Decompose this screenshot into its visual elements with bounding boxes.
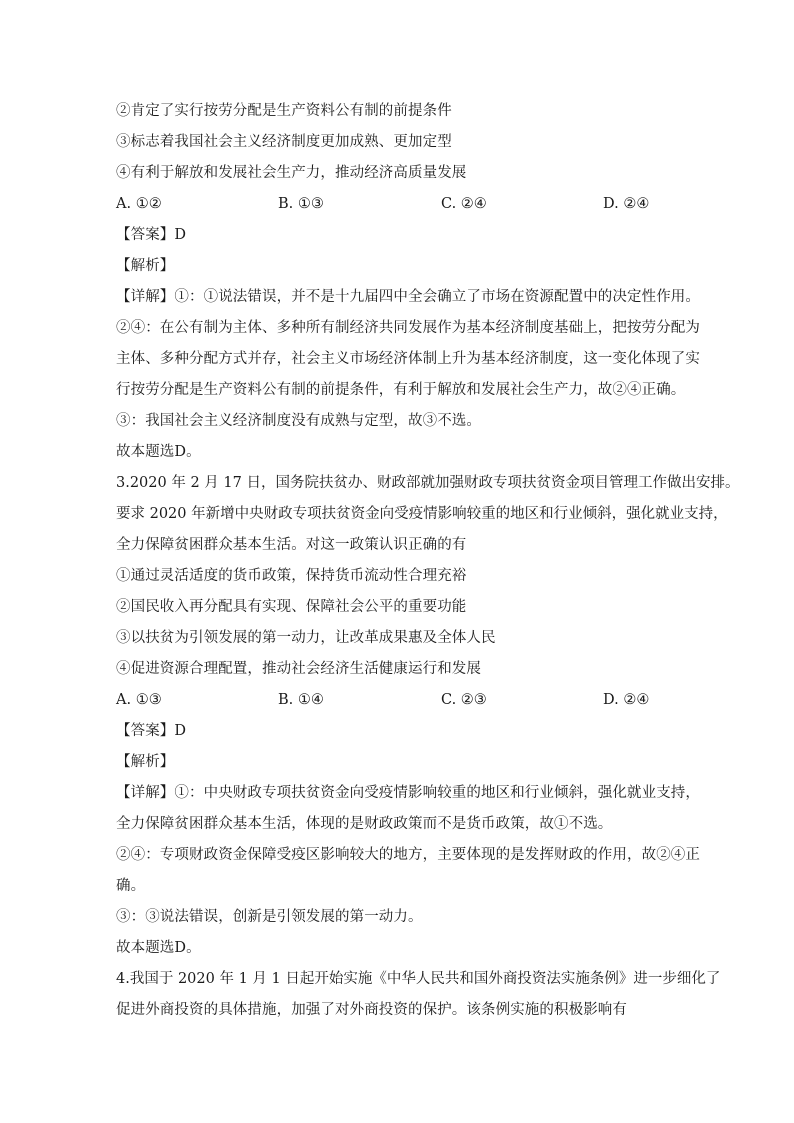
option-line: ④促进资源合理配置，推动社会经济生活健康运行和发展 — [116, 661, 481, 677]
choice-b: B. ①③ — [278, 196, 324, 212]
choices-row — [116, 189, 682, 220]
choice-c: C. ②③ — [441, 692, 487, 708]
choice-d: D. ②④ — [603, 692, 650, 708]
detail-line: 【详解】①：①说法错误，并不是十九届四中全会确立了市场在资源配置中的决定性作用。 — [116, 289, 700, 305]
question-stem-line: 促进外商投资的具体措施，加强了对外商投资的保护。该条例实施的积极影响有 — [116, 1002, 627, 1018]
option-line: ②国民收入再分配具有实现、保障社会公平的重要功能 — [116, 599, 467, 615]
option-line: ③标志着我国社会主义经济制度更加成熟、更加定型 — [116, 134, 452, 150]
option-line: ③以扶贫为引领发展的第一动力，让改革成果惠及全体人民 — [116, 630, 496, 646]
detail-line: 确。 — [116, 878, 146, 894]
choice-c: C. ②④ — [441, 196, 487, 212]
document-page — [116, 96, 740, 1026]
choice-b: B. ①④ — [278, 692, 324, 708]
question-stem-line: 全力保障贫困群众基本生活。对这一政策认识正确的有 — [116, 537, 467, 553]
answer-line: 【答案】D — [116, 723, 187, 739]
question-stem-line: 要求 2020 年新增中央财政专项扶贫资金向受疫情影响较重的地区和行业倾斜，强化就业支持， — [116, 506, 728, 522]
analysis-label: 【解析】 — [116, 754, 175, 770]
option-line: ①通过灵活适度的货币政策，保持货币流动性合理充裕 — [116, 568, 467, 584]
question-stem-line: 3.2020 年 2 月 17 日，国务院扶贫办、财政部就加强财政专项扶贫资金项目管理工作做出安排。 — [116, 475, 740, 491]
detail-line: ③：我国社会主义经济制度没有成熟与定型，故③不选。 — [116, 413, 481, 429]
detail-line: 故本题选D。 — [116, 940, 201, 956]
option-line: ④有利于解放和发展社会生产力，推动经济高质量发展 — [116, 165, 467, 181]
analysis-label: 【解析】 — [116, 258, 175, 274]
detail-line: 【详解】①：中央财政专项扶贫资金向受疫情影响较重的地区和行业倾斜，强化就业支持， — [116, 785, 700, 801]
choice-d: D. ②④ — [603, 196, 650, 212]
answer-line: 【答案】D — [116, 227, 187, 243]
detail-line: 故本题选D。 — [116, 444, 201, 460]
detail-line: ②④：在公有制为主体、多种所有制经济共同发展作为基本经济制度基础上，把按劳分配为 — [116, 320, 700, 336]
question-stem-line: 4.我国于 2020 年 1 月 1 日起开始实施《中华人民共和国外商投资法实施条例》进一步细化了 — [116, 971, 721, 987]
detail-line: 全力保障贫困群众基本生活，体现的是财政政策而不是货币政策，故①不选。 — [116, 816, 613, 832]
detail-line: 主体、多种分配方式并存，社会主义市场经济体制上升为基本经济制度，这一变化体现了实 — [116, 351, 700, 367]
detail-line: ③：③说法错误，创新是引领发展的第一动力。 — [116, 909, 423, 925]
option-line: ②肯定了实行按劳分配是生产资料公有制的前提条件 — [116, 103, 452, 119]
choice-a: A. ①② — [116, 196, 162, 212]
detail-line: ②④：专项财政资金保障受疫区影响较大的地方，主要体现的是发挥财政的作用，故②④正 — [116, 847, 700, 863]
choices-row — [116, 685, 682, 716]
choice-a: A. ①③ — [116, 692, 162, 708]
detail-line: 行按劳分配是生产资料公有制的前提条件，有利于解放和发展社会生产力，故②④正确。 — [116, 382, 686, 398]
